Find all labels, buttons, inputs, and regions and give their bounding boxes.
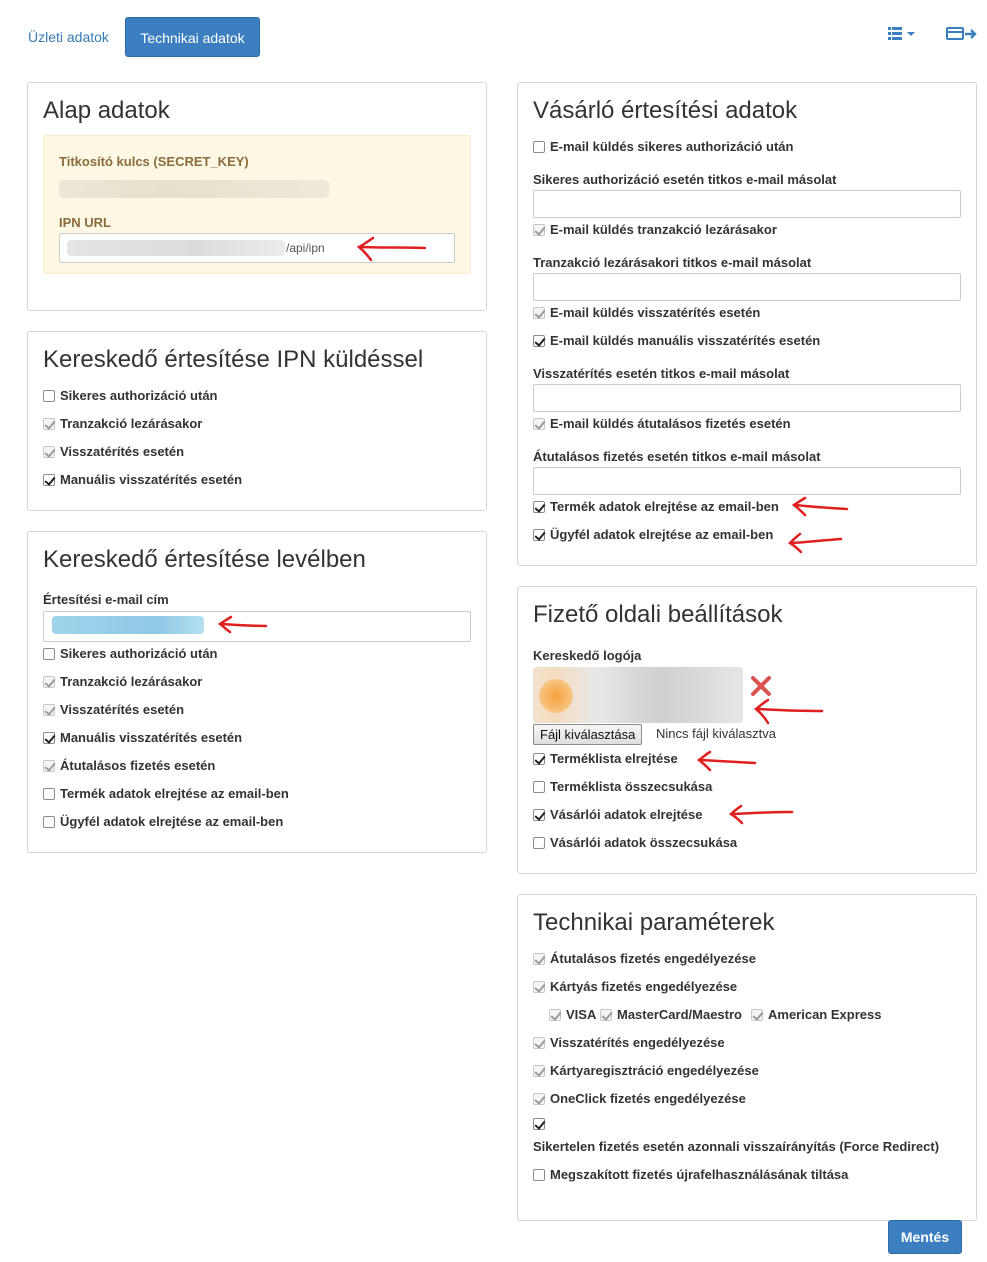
refund-bcc-field[interactable]: [533, 384, 961, 412]
ipn-url-suffix: /api/ipn: [286, 241, 325, 255]
enable-oneclick-checkbox[interactable]: OneClick fizetés engedélyezése: [533, 1091, 746, 1106]
buyer-hide-product-checkbox[interactable]: Termék adatok elrejtése az email-ben: [533, 499, 779, 514]
notify-email-label: Értesítési e-mail cím: [43, 592, 169, 607]
card-amex-checkbox[interactable]: American Express: [751, 1007, 881, 1022]
annotation-arrow-icon: [216, 614, 271, 636]
ipn-url-label: IPN URL: [59, 215, 111, 230]
technical-params-panel: [517, 894, 977, 1221]
force-redirect-label: Sikertelen fizetés esetén azonnali visszaírányítás (Force Redirect): [533, 1139, 940, 1154]
buyer-email-close-checkbox[interactable]: E-mail küldés tranzakció lezárásakor: [533, 222, 777, 237]
card-visa-checkbox[interactable]: VISA: [549, 1007, 596, 1022]
transfer-bcc-field[interactable]: [533, 467, 961, 495]
mail-hide-product-checkbox[interactable]: Termék adatok elrejtése az email-ben: [43, 786, 289, 801]
collapse-product-list-checkbox[interactable]: Terméklista összecsukása: [533, 779, 712, 794]
card-mastercard-checkbox[interactable]: MasterCard/Maestro: [600, 1007, 742, 1022]
merchant-logo-preview: [533, 667, 743, 723]
choose-file-button[interactable]: Fájl kiválasztása: [533, 724, 642, 745]
hide-buyer-data-checkbox[interactable]: Vásárlói adatok elrejtése: [533, 807, 702, 822]
enable-card-checkbox[interactable]: Kártyás fizetés engedélyezése: [533, 979, 737, 994]
card-exit-icon[interactable]: [946, 26, 978, 45]
annotation-arrow-icon: [355, 236, 430, 262]
secret-key-label: Titkosító kulcs (SECRET_KEY): [59, 154, 249, 169]
auth-bcc-label: Sikeres authorizáció esetén titkos e-mail másolat: [533, 172, 837, 187]
tab-business-data[interactable]: Üzleti adatok: [28, 29, 109, 45]
save-button[interactable]: Mentés: [888, 1220, 962, 1254]
close-bcc-field[interactable]: [533, 273, 961, 301]
merchant-logo-label: Kereskedő logója: [533, 648, 642, 663]
annotation-arrow-icon: [695, 750, 760, 774]
list-icon[interactable]: [888, 26, 918, 45]
refund-bcc-label: Visszatérítés esetén titkos e-mail másolat: [533, 366, 790, 381]
disable-reuse-checkbox[interactable]: Megszakított fizetés újrafelhasználásának tiltása: [533, 1167, 848, 1182]
ipn-success-auth-checkbox[interactable]: Sikeres authorizáció után: [43, 388, 218, 403]
buyer-email-refund-checkbox[interactable]: E-mail küldés visszatérítés esetén: [533, 305, 760, 320]
ipn-refund-checkbox[interactable]: Visszatérítés esetén: [43, 444, 184, 459]
mail-transfer-checkbox[interactable]: Átutalásos fizetés esetén: [43, 758, 215, 773]
mail-success-auth-checkbox[interactable]: Sikeres authorizáció után: [43, 646, 218, 661]
ipn-notify-panel: [27, 331, 487, 511]
panel-title: Vásárló értesítési adatok: [533, 97, 798, 124]
force-redirect-checkbox[interactable]: [533, 1118, 550, 1130]
ipn-url-host: [67, 240, 285, 256]
mail-hide-customer-checkbox[interactable]: Ügyfél adatok elrejtése az email-ben: [43, 814, 283, 829]
annotation-arrow-icon: [790, 496, 852, 518]
enable-refund-checkbox[interactable]: Visszatérítés engedélyezése: [533, 1035, 725, 1050]
panel-title: Kereskedő értesítése IPN küldéssel: [43, 346, 424, 373]
panel-title: Fizető oldali beállítások: [533, 601, 783, 628]
mail-manual-refund-checkbox[interactable]: Manuális visszatérítés esetén: [43, 730, 242, 745]
buyer-email-auth-checkbox[interactable]: E-mail küldés sikeres authorizáció után: [533, 139, 793, 154]
notify-email-value: [52, 616, 204, 634]
panel-title: Kereskedő értesítése levélben: [43, 546, 366, 573]
payment-page-panel: [517, 586, 977, 874]
annotation-arrow-icon: [727, 802, 797, 826]
panel-title: Alap adatok: [43, 97, 170, 124]
enable-card-registration-checkbox[interactable]: Kártyaregisztráció engedélyezése: [533, 1063, 759, 1078]
mail-notify-panel: [27, 531, 487, 853]
panel-title: Technikai paraméterek: [533, 909, 775, 936]
annotation-arrow-icon: [786, 528, 846, 554]
mail-refund-checkbox[interactable]: Visszatérítés esetén: [43, 702, 184, 717]
basic-data-panel: [27, 82, 487, 311]
ipn-transaction-close-checkbox[interactable]: Tranzakció lezárásakor: [43, 416, 202, 431]
remove-logo-icon[interactable]: [750, 675, 772, 697]
buyer-email-manual-refund-checkbox[interactable]: E-mail küldés manuális visszatérítés esetén: [533, 333, 820, 348]
hide-product-list-checkbox[interactable]: Terméklista elrejtése: [533, 751, 678, 766]
buyer-hide-customer-checkbox[interactable]: Ügyfél adatok elrejtése az email-ben: [533, 527, 773, 542]
ipn-manual-refund-checkbox[interactable]: Manuális visszatérítés esetén: [43, 472, 242, 487]
auth-bcc-field[interactable]: [533, 190, 961, 218]
buyer-email-transfer-checkbox[interactable]: E-mail küldés átutalásos fizetés esetén: [533, 416, 791, 431]
buyer-notify-panel: [517, 82, 977, 566]
annotation-arrow-icon: [752, 697, 827, 727]
file-status-text: Nincs fájl kiválasztva: [656, 726, 776, 741]
collapse-buyer-data-checkbox[interactable]: Vásárlói adatok összecsukása: [533, 835, 737, 850]
enable-transfer-checkbox[interactable]: Átutalásos fizetés engedélyezése: [533, 951, 756, 966]
mail-transaction-close-checkbox[interactable]: Tranzakció lezárásakor: [43, 674, 202, 689]
transfer-bcc-label: Átutalásos fizetés esetén titkos e-mail másolat: [533, 449, 821, 464]
tab-technical-data[interactable]: Technikai adatok: [125, 17, 260, 57]
close-bcc-label: Tranzakció lezárásakori titkos e-mail másolat: [533, 255, 812, 270]
secret-key-value: [59, 180, 329, 198]
